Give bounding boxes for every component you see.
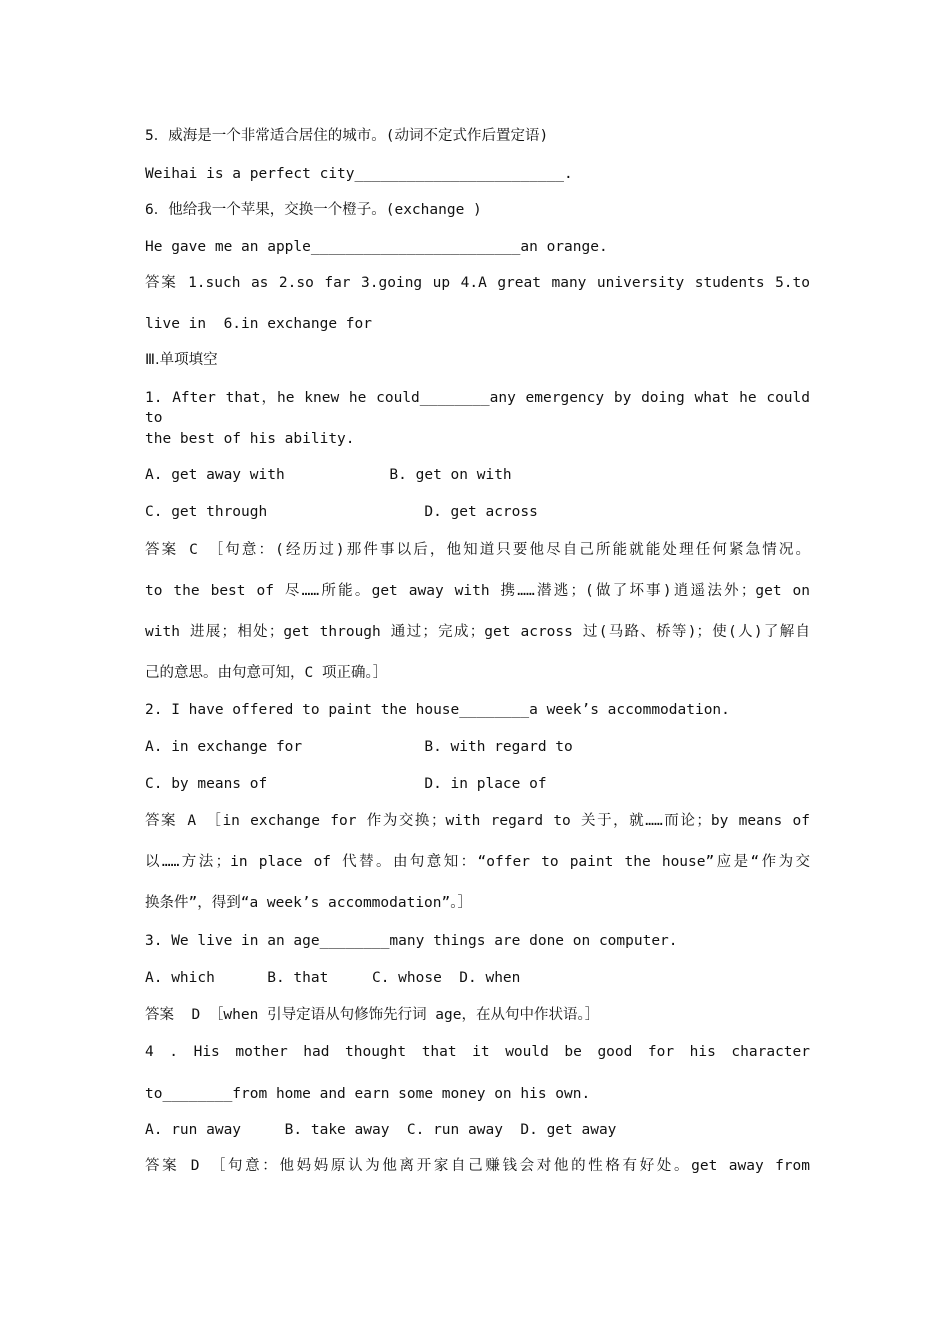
answer-4-line-1: 答案 D ［句意：他妈妈原认为他离开家自己赚钱会对他的性格有好处。get away from (145, 1158, 810, 1174)
question-4-stem-cont: to________from home and earn some money on his own. (145, 1086, 591, 1102)
question-2-options-ab: A. in exchange for B. with regard to (145, 739, 573, 755)
answer-2-line-1: 答案 A ［in exchange for 作为交换；with regard to 关于，就……而论；by means of (145, 813, 810, 829)
answer-2-line-3: 换条件”，得到“a week’s accommodation”。］ (145, 895, 472, 911)
question-1-options-ab: A. get away with B. get on with (145, 467, 512, 483)
answer-key-line-2: live in 6.in exchange for (145, 316, 372, 332)
question-1-stem-cont: the best of his ability. (145, 431, 355, 447)
question-4-stem: 4 . His mother had thought that it would be good for his character (145, 1044, 810, 1060)
answer-1-line-3: with 进展；相处；get through 通过；完成；get across 过(马路、桥等)；使(人)了解自 (145, 624, 810, 640)
question-3-options: A. which B. that C. whose D. when (145, 970, 521, 986)
answer-3: 答案 D ［when 引导定语从句修饰先行词 age，在从句中作状语。］ (145, 1007, 600, 1023)
question-1-stem: 1. After that，he knew he could________any emergency by doing what he could to (145, 390, 810, 426)
question-2-options-cd: C. by means of D. in place of (145, 776, 547, 792)
exercise-6-sentence: He gave me an apple________________________an orange. (145, 239, 608, 255)
answer-1-line-4: 己的意思。由句意可知，C 项正确。］ (145, 665, 388, 681)
answer-2-line-2: 以……方法；in place of 代替。由句意知：“offer to paint the house”应是“作为交 (145, 854, 810, 870)
question-2-stem: 2. I have offered to paint the house________a week’s accommodation. (145, 702, 730, 718)
exercise-6-prompt: 6．他给我一个苹果，交换一个橙子。(exchange ) (145, 202, 482, 218)
exercise-5-prompt: 5．威海是一个非常适合居住的城市。(动词不定式作后置定语) (145, 128, 549, 144)
exercise-5-sentence: Weihai is a perfect city________________________. (145, 166, 573, 182)
question-1-options-cd: C. get through D. get across (145, 504, 538, 520)
answer-1-line-2: to the best of 尽……所能。get away with 携……潜逃；(做了坏事)逍遥法外；get on (145, 583, 810, 599)
question-4-options: A. run away B. take away C. run away D. get away (145, 1122, 617, 1138)
question-3-stem: 3. We live in an age________many things are done on computer. (145, 933, 678, 949)
answer-1-line-1: 答案 C ［句意：(经历过)那件事以后，他知道只要他尽自己所能就能处理任何紧急情况。 (145, 542, 810, 558)
section-heading: Ⅲ.单项填空 (145, 352, 218, 368)
answer-key-line-1: 答案 1.such as 2.so far 3.going up 4.A great many university students 5.to (145, 275, 810, 291)
